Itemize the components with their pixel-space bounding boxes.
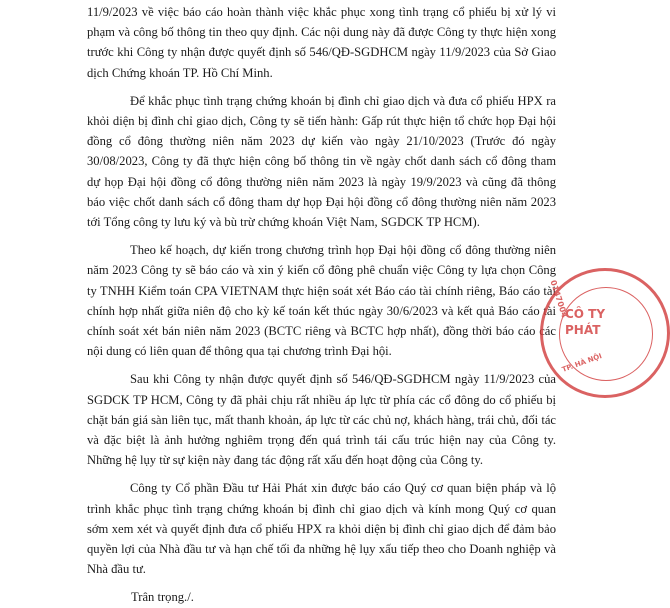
paragraph-2: Để khắc phục tình trạng chứng khoán bị đình chỉ giao dịch và đưa cổ phiếu HPX ra khỏi diện bị đình chỉ giao dịch, Công ty sẽ tiến hành: Gấp rút thực hiện tổ chức họp Đại hội đồng cổ đông thường niên năm 2023 dự kiến vào ngày 21/10/2023 (Trước đó ngày 30/08/2023, Công ty đã thực hiện công bố thông tin về ngày chốt danh sách cổ đông tham dự họp Đại hội đồng cổ đông thường niên năm 2023 là ngày 19/9/2023 và cũng đã thông báo việc chốt danh sách cổ đông tham dự họp Đại hội đồng cổ đông thường niên năm 2023 tới Tổng công ty lưu ký và bù trừ chứng khoán Việt Nam, SGDCK TP HCM). (87, 93, 556, 230)
paragraph-5: Công ty Cổ phần Đầu tư Hải Phát xin được báo cáo Quý cơ quan biện pháp và lộ trình khắc phục tình trạng chứng khoán bị đình chỉ giao dịch và kính mong Quý cơ quan sớm xem xét và quyết định đưa cổ phiếu HPX ra khỏi diện bị đình chỉ giao dịch để đảm bảo quyền lợi của Nhà đầu tư và hạn chế tối đa những hệ lụy xấu tiếp theo cho Doanh nghiệp và Nhà đầu tư. (87, 481, 556, 577)
paragraph-1: 11/9/2023 về việc báo cáo hoàn thành việc khắc phục xong tình trạng cổ phiếu bị xử lý vi phạm và công bố thông tin theo quy định. Các nội dung này đã được Công ty thực hiện xong trước khi Công ty nhận được quyết định số 546/QĐ-SGDHCM ngày 11/9/2023 của Sở Giao dịch Chứng khoán TP. Hồ Chí Minh. (87, 5, 556, 80)
seal-location: TP. HÀ NỘI (560, 352, 603, 374)
seal-text-line2: PHÁT (565, 323, 601, 337)
seal-text-line1: CÔ TY (565, 307, 606, 321)
company-seal (540, 268, 670, 398)
paragraph-3: Theo kế hoạch, dự kiến trong chương trình họp Đại hội đồng cổ đông thường niên năm 2023 Công ty sẽ báo cáo và xin ý kiến cổ đông phê chuẩn việc Công ty lựa chọn Công ty TNHH Kiểm toán CPA VIETNAM thực hiện soát xét Báo cáo tài chính riêng, Báo cáo tài chính hợp nhất giữa niên độ cho kỳ kế toán kết thúc ngày 30/6/2023 và kết quả Báo cáo tài chính soát xét bán niên năm 2023 (BCTC riêng và BCTC hợp nhất), đồng thời báo cáo các nội dung có liên quan để thông qua tại chương trình Đại hội. (87, 243, 556, 359)
seal-number: 0147004 (548, 279, 570, 319)
closing-line: Trân trọng./. (131, 590, 194, 605)
paragraph-4: Sau khi Công ty nhận được quyết định số 546/QĐ-SGDHCM ngày 11/9/2023 của SGDCK TP HCM, Công ty đã phải chịu rất nhiều áp lực từ phía các cổ đông do cổ phiếu bị chặt bán giá sàn liên tục, mất thanh khoản, áp lực từ các chủ nợ, khách hàng, trái chủ, đối tác và đặc biệt là ảnh hưởng nghiêm trọng đến quá trình tái cấu trúc hiện nay của Công ty. Những hệ lụy từ sự kiện này đang tác động rất xấu đến hoạt động của Công ty. (87, 372, 556, 468)
